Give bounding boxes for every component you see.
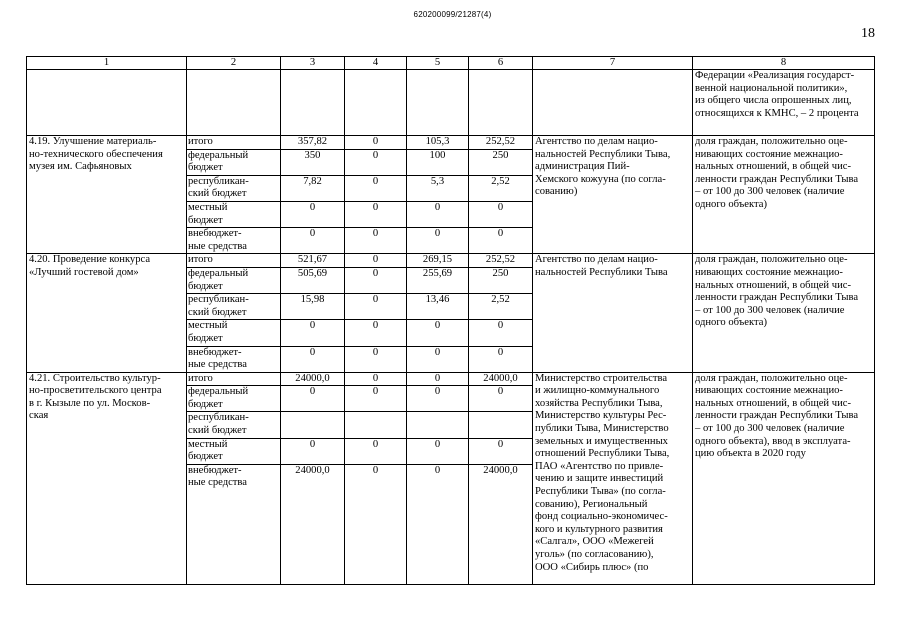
executor-cell: Министерство строительства и жилищно-коммунального хозяйства Республики Тыва, Министерство культуры Рес- публики Тыва, Министерство земельных и имущественных отношений Республики Тыва, ПАО «Агентство по привле- чению и защите инвестиций Республики Тыва» (по согла- сованию), Региональный фонд социально-экономичес- кого и культурного развития «Салгал», ООО «Межегей уголь» (по согласованию), ООО «Сибирь плюс» (по: [533, 372, 693, 584]
amount-cell: 0: [345, 201, 407, 227]
amount-cell: 24000,0: [469, 464, 533, 584]
amount-cell: 0: [407, 464, 469, 584]
column-number: 7: [533, 57, 693, 70]
amount-cell: 0: [345, 254, 407, 268]
amount-cell: 0: [345, 294, 407, 320]
amount-cell: 250: [469, 267, 533, 293]
funding-source-label: федеральный бюджет: [187, 267, 281, 293]
amount-cell: 0: [469, 438, 533, 464]
amount-cell: 0: [345, 464, 407, 584]
page-number: 18: [861, 26, 875, 41]
amount-cell: 0: [281, 346, 345, 372]
column-number: 8: [693, 57, 875, 70]
amount-cell: 0: [345, 136, 407, 150]
funding-source-label: итого: [187, 372, 281, 386]
amount-cell: 250: [469, 149, 533, 175]
amount-cell: 0: [281, 228, 345, 254]
funding-source-label: итого: [187, 254, 281, 268]
amount-cell: 0: [407, 346, 469, 372]
amount-cell: 252,52: [469, 136, 533, 150]
amount-cell: 0: [407, 386, 469, 412]
amount-cell: 0: [281, 438, 345, 464]
amount-cell: 521,67: [281, 254, 345, 268]
amount-cell: 0: [469, 320, 533, 346]
amount-cell: 0: [407, 372, 469, 386]
amount-cell: 0: [407, 320, 469, 346]
amount-cell: 13,46: [407, 294, 469, 320]
amount-cell: 0: [281, 386, 345, 412]
amount-cell: 7,82: [281, 175, 345, 201]
empty-cell: [533, 70, 693, 136]
amount-cell: 0: [345, 438, 407, 464]
amount-cell: 0: [345, 175, 407, 201]
empty-cell: [27, 70, 187, 136]
budget-row: [27, 372, 875, 386]
amount-cell: 24000,0: [469, 372, 533, 386]
column-number-row: [27, 57, 875, 70]
amount-cell: 0: [469, 228, 533, 254]
amount-cell: 252,52: [469, 254, 533, 268]
amount-cell: 0: [407, 228, 469, 254]
amount-cell: 0: [281, 320, 345, 346]
amount-cell: 0: [345, 386, 407, 412]
column-number: 1: [27, 57, 187, 70]
empty-cell: [469, 70, 533, 136]
amount-cell: 0: [345, 346, 407, 372]
amount-cell: 0: [345, 320, 407, 346]
funding-source-label: итого: [187, 136, 281, 150]
funding-source-label: федеральный бюджет: [187, 149, 281, 175]
amount-cell: 0: [469, 346, 533, 372]
funding-source-label: местный бюджет: [187, 438, 281, 464]
expected-result-cell: доля граждан, положительно оце- нивающих состояние межнацио- нальных отношений, в общей чис- ленности граждан Республики Тыва – от 100 до 300 человек (наличие одного объекта), ввод в эксплуата- цию объекта в 2020 году: [693, 372, 875, 584]
funding-source-label: республикан- ский бюджет: [187, 294, 281, 320]
funding-source-label: федеральный бюджет: [187, 386, 281, 412]
funding-source-label: республикан- ский бюджет: [187, 412, 281, 438]
amount-cell: 2,52: [469, 175, 533, 201]
expected-result-cell: доля граждан, положительно оце- нивающих состояние межнацио- нальных отношений, в общей чис- ленности граждан Республики Тыва – от 100 до 300 человек (наличие одного объекта): [693, 254, 875, 372]
amount-cell: 2,52: [469, 294, 533, 320]
amount-cell: 105,3: [407, 136, 469, 150]
amount-cell: [407, 412, 469, 438]
funding-source-label: внебюджет- ные средства: [187, 464, 281, 584]
column-number: 6: [469, 57, 533, 70]
amount-cell: 0: [345, 267, 407, 293]
executor-cell: Агентство по делам нацио- нальностей Республики Тыва, администрация Пий- Хемского кожууна (по согла- сованию): [533, 136, 693, 254]
amount-cell: 269,15: [407, 254, 469, 268]
amount-cell: [281, 412, 345, 438]
amount-cell: 15,98: [281, 294, 345, 320]
amount-cell: 505,69: [281, 267, 345, 293]
funding-source-label: республикан- ский бюджет: [187, 175, 281, 201]
budget-row: [27, 254, 875, 268]
executor-cell: Агентство по делам нацио- нальностей Республики Тыва: [533, 254, 693, 372]
result-continuation: Федерации «Реализация государст- венной национальной политики», из общего числа опрошенных лиц, относящихся к КМНС, – 2 процента: [693, 70, 875, 136]
funding-source-label: внебюджет- ные средства: [187, 228, 281, 254]
expected-result-cell: доля граждан, положительно оце- нивающих состояние межнацио- нальных отношений, в общей чис- ленности граждан Республики Тыва – от 100 до 300 человек (наличие одного объекта): [693, 136, 875, 254]
continuation-row: [27, 70, 875, 136]
funding-source-label: местный бюджет: [187, 320, 281, 346]
amount-cell: [469, 412, 533, 438]
empty-cell: [281, 70, 345, 136]
activity-title: 4.19. Улучшение материаль- но-технического обеспечения музея им. Сафьяновых: [27, 136, 187, 254]
funding-source-label: внебюджет- ные средства: [187, 346, 281, 372]
column-number: 5: [407, 57, 469, 70]
activity-title: 4.20. Проведение конкурса «Лучший гостевой дом»: [27, 254, 187, 372]
amount-cell: 0: [407, 438, 469, 464]
program-table: [26, 56, 875, 585]
amount-cell: 0: [469, 386, 533, 412]
empty-cell: [345, 70, 407, 136]
amount-cell: 255,69: [407, 267, 469, 293]
empty-cell: [407, 70, 469, 136]
amount-cell: [345, 412, 407, 438]
amount-cell: 0: [281, 201, 345, 227]
amount-cell: 0: [345, 149, 407, 175]
activity-title: 4.21. Строительство культур- но-просветительского центра в г. Кызыле по ул. Москов- ская: [27, 372, 187, 584]
amount-cell: 350: [281, 149, 345, 175]
amount-cell: 24000,0: [281, 464, 345, 584]
document-id: 620200099/21287(4): [413, 10, 492, 19]
budget-row: [27, 136, 875, 150]
funding-source-label: местный бюджет: [187, 201, 281, 227]
column-number: 2: [187, 57, 281, 70]
amount-cell: 24000,0: [281, 372, 345, 386]
amount-cell: 100: [407, 149, 469, 175]
amount-cell: 357,82: [281, 136, 345, 150]
empty-cell: [187, 70, 281, 136]
amount-cell: 0: [407, 201, 469, 227]
amount-cell: 0: [345, 372, 407, 386]
column-number: 4: [345, 57, 407, 70]
column-number: 3: [281, 57, 345, 70]
amount-cell: 5,3: [407, 175, 469, 201]
amount-cell: 0: [469, 201, 533, 227]
amount-cell: 0: [345, 228, 407, 254]
